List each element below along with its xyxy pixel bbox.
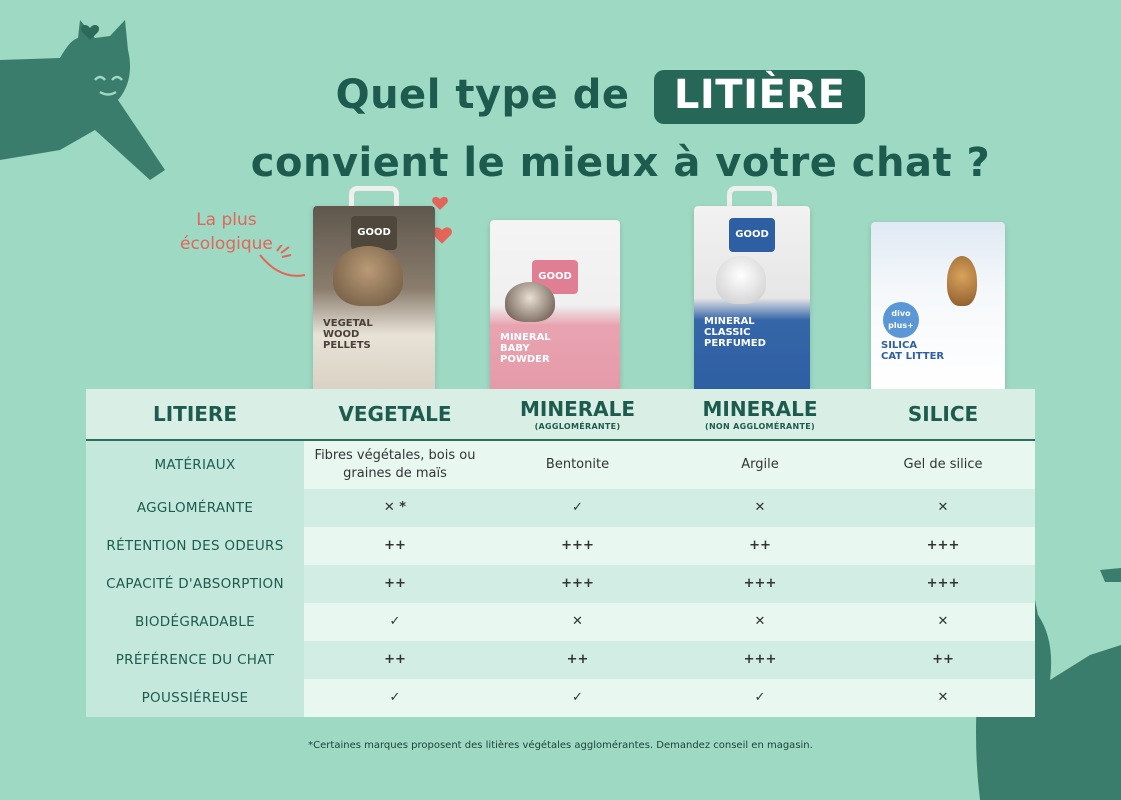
table-header [86,389,1035,441]
table-row [86,441,1035,489]
cell: ✓ [389,690,401,705]
row-label: BIODÉGRADABLE [86,603,304,641]
header-litiere: LITIERE [153,402,237,426]
row-label: POUSSIÉREUSE [86,679,304,717]
table-row [86,527,1035,565]
cell: ++ [384,576,406,591]
table-row [86,679,1035,717]
eco-label-line2: écologique [180,234,273,254]
bag-label: SILICA CAT LITTER [881,340,945,362]
heart-icon [432,226,452,244]
product-bag-vegetal [313,186,435,390]
title-prefix: Quel type de [335,72,630,118]
cell: ✓ [389,614,401,629]
cell: ✕ [937,614,949,629]
bag-body [313,206,435,390]
footnote: *Certaines marques proposent des litières végétales agglomérantes. Demandez conseil en magasin. [308,740,813,751]
cell: ✕ [937,500,949,515]
table-row [86,641,1035,679]
cell: Gel de silice [903,457,983,472]
cell: ✓ [754,690,766,705]
page-title-line2: convient le mieux à votre chat ? [250,140,991,186]
cell: +++ [561,576,594,591]
cat-photo [333,246,403,306]
title-highlight: LITIÈRE [654,70,866,124]
cell: Fibres végétales, bois ou graines de maïs [314,448,476,481]
row-label: MATÉRIAUX [86,441,304,489]
cat-photo [505,282,555,322]
cell: +++ [743,576,777,591]
cell: ✓ [572,690,583,705]
header-minerale-non-agglo: MINERALE (NON AGGLOMÉRANTE) [702,397,818,431]
bag-label: MINERAL CLASSIC PERFUMED [704,316,766,349]
cell: ✕ [572,614,583,629]
brand-logo: GOOD [351,216,397,250]
cell: +++ [743,652,777,667]
cell: ++ [384,538,406,553]
eco-arrow-icon [255,245,315,285]
bag-body [490,220,620,390]
row-label: AGGLOMÉRANTE [86,489,304,527]
cell: ++ [566,652,589,667]
header-silice: SILICE [907,402,979,426]
cell: ✓ [572,500,583,515]
product-bag-baby-powder [490,220,620,390]
bag-body [871,222,1005,390]
cell: ++ [932,652,954,667]
bag-label: VEGETAL WOOD PELLETS [323,318,373,351]
header-minerale-agglo: MINERALE (AGGLOMÉRANTE) [519,397,636,431]
product-bag-silica [871,222,1005,390]
bag-body [694,206,810,390]
brand-logo: GOOD [729,218,775,252]
cell: +++ [561,538,594,553]
cell: ✕ * [383,500,407,515]
cat-photo [947,256,977,306]
bag-label: MINERAL BABY POWDER [500,332,551,365]
row-label: RÉTENTION DES ODEURS [86,527,304,565]
brand-logo: divo plus+ [883,302,919,338]
brand-logo: GOOD [532,260,578,294]
cell: +++ [926,576,960,591]
page-title-line1 [0,70,1121,124]
cell: Bentonite [545,457,610,472]
cell: ✕ [754,500,766,515]
cell: ++ [749,538,771,553]
cell: +++ [926,538,960,553]
cat-photo [716,256,766,304]
header-vegetale: VEGETALE [338,402,452,426]
table-row [86,489,1035,527]
cell: ++ [384,652,406,667]
table-row [86,565,1035,603]
eco-label-line1: La plus [196,210,257,230]
product-bag-classic [694,186,810,390]
row-label: CAPACITÉ D'ABSORPTION [86,565,304,603]
cell: Argile [741,457,779,472]
cell: ✕ [754,614,766,629]
table-row [86,603,1035,641]
cell: ✕ [937,690,949,705]
row-label: PRÉFÉRENCE DU CHAT [86,641,304,679]
comparison-table [86,389,1035,717]
